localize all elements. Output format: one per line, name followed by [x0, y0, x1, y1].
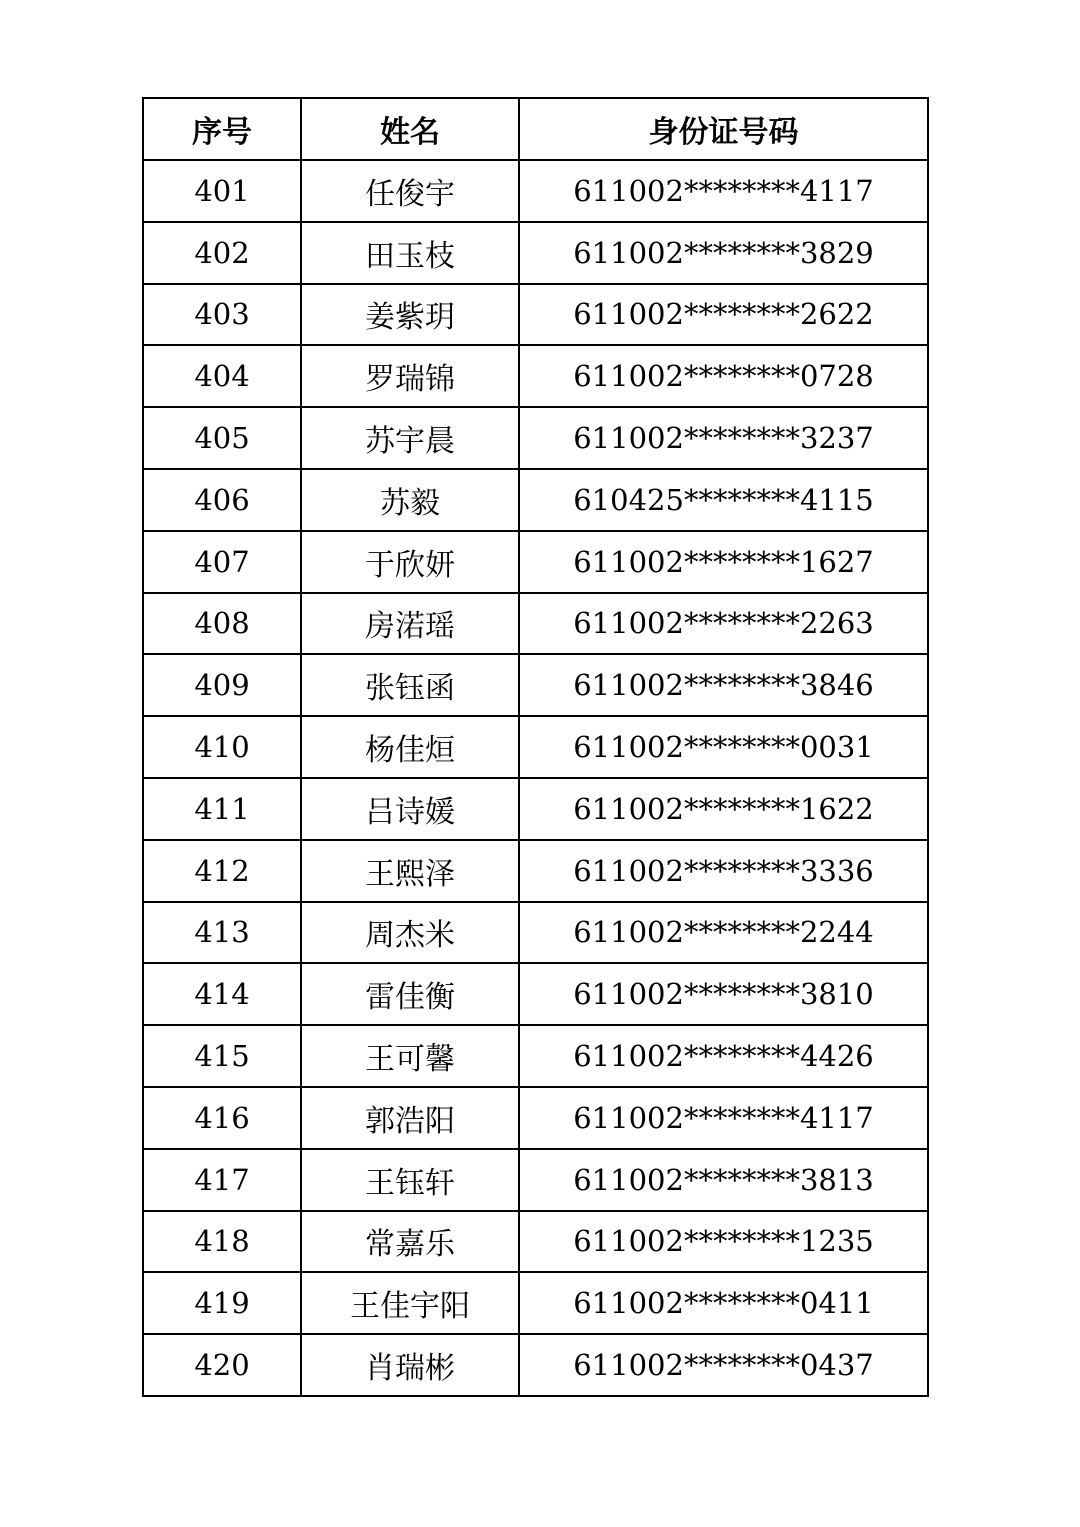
name-cell: 吕诗媛: [301, 778, 519, 840]
seq-cell: 404: [143, 345, 301, 407]
seq-cell: 406: [143, 469, 301, 531]
table-row: [143, 902, 928, 964]
seq-cell: 416: [143, 1087, 301, 1149]
table-row: [143, 160, 928, 222]
table-row: [143, 469, 928, 531]
id-number-cell: 611002********4117: [519, 1087, 928, 1149]
seq-cell: 401: [143, 160, 301, 222]
name-cell: 周杰米: [301, 902, 519, 964]
name-cell: 田玉枝: [301, 222, 519, 284]
name-cell: 王佳宇阳: [301, 1272, 519, 1334]
name-cell: 王可馨: [301, 1025, 519, 1087]
table-row: [143, 840, 928, 902]
id-number-cell: 611002********0031: [519, 716, 928, 778]
table-row: [143, 716, 928, 778]
id-number-cell: 611002********1627: [519, 531, 928, 593]
table-row: [143, 654, 928, 716]
name-cell: 苏毅: [301, 469, 519, 531]
table-row: [143, 593, 928, 655]
id-number-cell: 611002********0437: [519, 1334, 928, 1396]
seq-cell: 415: [143, 1025, 301, 1087]
id-number-cell: 611002********0411: [519, 1272, 928, 1334]
id-number-cell: 611002********3813: [519, 1149, 928, 1211]
name-cell: 杨佳烜: [301, 716, 519, 778]
table-row: [143, 1272, 928, 1334]
seq-cell: 420: [143, 1334, 301, 1396]
id-number-cell: 611002********1622: [519, 778, 928, 840]
table-row: [143, 1334, 928, 1396]
table-row: [143, 284, 928, 346]
table-row: [143, 222, 928, 284]
name-cell: 肖瑞彬: [301, 1334, 519, 1396]
table-row: [143, 963, 928, 1025]
seq-cell: 405: [143, 407, 301, 469]
name-cell: 任俊宇: [301, 160, 519, 222]
seq-cell: 418: [143, 1211, 301, 1273]
roster-table: [142, 97, 929, 1397]
table-row: [143, 1211, 928, 1273]
id-number-cell: 611002********2244: [519, 902, 928, 964]
seq-cell: 409: [143, 654, 301, 716]
table-row: [143, 778, 928, 840]
name-cell: 罗瑞锦: [301, 345, 519, 407]
id-number-cell: 611002********2622: [519, 284, 928, 346]
table-row: [143, 1149, 928, 1211]
table-row: [143, 1025, 928, 1087]
name-cell: 姜紫玥: [301, 284, 519, 346]
id-number-cell: 611002********3237: [519, 407, 928, 469]
seq-cell: 402: [143, 222, 301, 284]
id-number-cell: 611002********0728: [519, 345, 928, 407]
table-row: [143, 407, 928, 469]
name-cell: 苏宇晨: [301, 407, 519, 469]
id-number-cell: 611002********3810: [519, 963, 928, 1025]
name-cell: 房渃瑶: [301, 593, 519, 655]
seq-cell: 407: [143, 531, 301, 593]
seq-cell: 408: [143, 593, 301, 655]
table-row: [143, 345, 928, 407]
seq-cell: 410: [143, 716, 301, 778]
header-id-number: 身份证号码: [519, 98, 928, 160]
name-cell: 雷佳衡: [301, 963, 519, 1025]
id-number-cell: 611002********4426: [519, 1025, 928, 1087]
header-name: 姓名: [301, 98, 519, 160]
table-body: [143, 160, 928, 1396]
name-cell: 王熙泽: [301, 840, 519, 902]
name-cell: 郭浩阳: [301, 1087, 519, 1149]
id-number-cell: 611002********2263: [519, 593, 928, 655]
seq-cell: 414: [143, 963, 301, 1025]
seq-cell: 413: [143, 902, 301, 964]
id-number-cell: 610425********4115: [519, 469, 928, 531]
id-number-cell: 611002********3336: [519, 840, 928, 902]
name-cell: 于欣妍: [301, 531, 519, 593]
header-seq: 序号: [143, 98, 301, 160]
id-number-cell: 611002********1235: [519, 1211, 928, 1273]
seq-cell: 412: [143, 840, 301, 902]
seq-cell: 411: [143, 778, 301, 840]
name-cell: 张钰函: [301, 654, 519, 716]
seq-cell: 417: [143, 1149, 301, 1211]
header-row: [143, 98, 928, 160]
id-number-cell: 611002********3846: [519, 654, 928, 716]
table-row: [143, 531, 928, 593]
id-number-cell: 611002********3829: [519, 222, 928, 284]
seq-cell: 419: [143, 1272, 301, 1334]
roster-sheet: [142, 97, 927, 1397]
id-number-cell: 611002********4117: [519, 160, 928, 222]
name-cell: 王钰轩: [301, 1149, 519, 1211]
table-header: [143, 98, 928, 160]
name-cell: 常嘉乐: [301, 1211, 519, 1273]
seq-cell: 403: [143, 284, 301, 346]
table-row: [143, 1087, 928, 1149]
